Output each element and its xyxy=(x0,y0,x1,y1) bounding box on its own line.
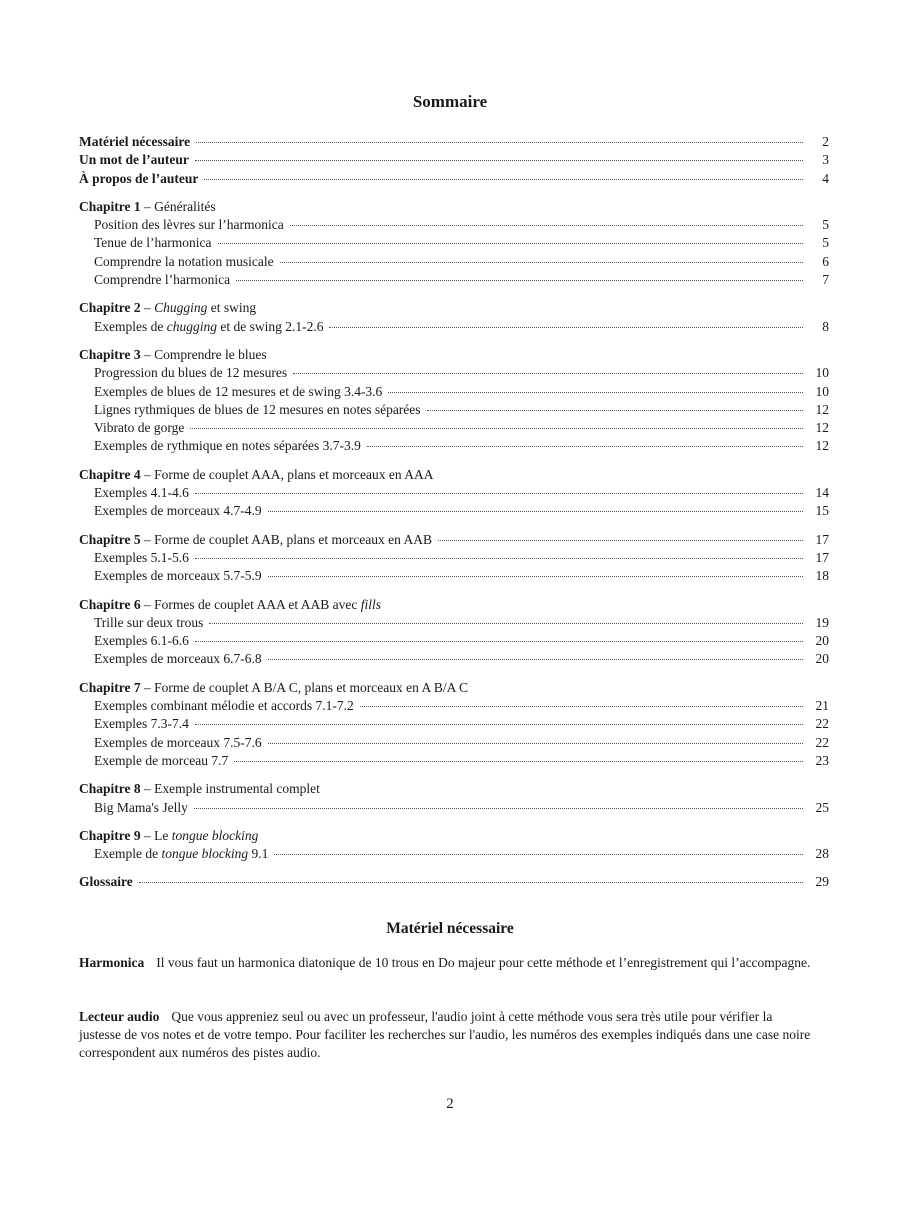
chapter-label: Chapitre 9 xyxy=(79,827,141,843)
toc-entry-text xyxy=(94,271,230,289)
toc-entry-title: et de swing 2.1-2.6 xyxy=(216,318,324,334)
dot-leader xyxy=(329,327,803,328)
toc-group xyxy=(79,596,829,669)
toc-group xyxy=(79,346,829,456)
chapter-title: et swing xyxy=(207,300,257,316)
dot-leader xyxy=(438,540,803,541)
toc-page-number: 20 xyxy=(815,651,829,667)
table-of-contents xyxy=(79,133,829,902)
dot-leader xyxy=(209,623,803,624)
toc-entry-text xyxy=(94,650,262,668)
dot-leader xyxy=(218,243,804,244)
paragraph-text: Il vous faut un harmonica diatonique de 10 trous en Do majeur pour cette méthode et l’enregistrement qui l’accompagne. xyxy=(156,955,811,970)
toc-entry xyxy=(79,715,829,733)
toc-entry-title: Comprendre l’harmonica xyxy=(94,272,231,288)
chapter-heading xyxy=(79,299,829,317)
toc-entry xyxy=(79,364,829,382)
chapter-label: Chapitre 2 xyxy=(79,300,141,316)
chapter-label: Chapitre 6 xyxy=(79,596,141,612)
dot-leader xyxy=(195,641,803,642)
paragraph-label: Lecteur audio xyxy=(79,1009,160,1024)
chapter-title: Généralités xyxy=(154,198,216,214)
toc-group xyxy=(79,679,829,770)
chapter-title: Forme de couplet AAB, plans et morceaux en AAB xyxy=(154,531,432,547)
toc-entry xyxy=(79,531,829,549)
dot-leader xyxy=(195,493,803,494)
toc-entry-title: Trille sur deux trous xyxy=(94,614,204,630)
toc-entry-title: Matériel nécessaire xyxy=(79,134,191,149)
toc-entry-title-italic: tongue blocking xyxy=(161,846,249,862)
toc-entry xyxy=(79,151,829,169)
toc-entry xyxy=(79,437,829,455)
dot-leader xyxy=(360,706,803,707)
toc-entry-title: Exemples de morceaux 6.7-6.8 xyxy=(94,651,262,667)
toc-page-number: 22 xyxy=(815,716,829,732)
toc-entry xyxy=(79,650,829,668)
paragraph-audio-player xyxy=(79,1008,814,1062)
dot-leader xyxy=(388,392,803,393)
chapter-dash: – xyxy=(140,827,155,843)
toc-entry-title: Exemples 5.1-5.6 xyxy=(94,549,189,565)
chapter-heading xyxy=(79,346,829,364)
toc-entry-text xyxy=(94,632,189,650)
toc-entry xyxy=(79,484,829,502)
toc-entry-title: 9.1 xyxy=(248,846,269,862)
toc-entry-text xyxy=(79,873,133,891)
toc-entry-text xyxy=(94,216,284,234)
chapter-dash: – xyxy=(140,300,155,316)
toc-page-number: 10 xyxy=(815,383,829,399)
chapter-title: Exemple instrumental complet xyxy=(154,781,320,797)
dot-leader xyxy=(268,576,803,577)
toc-entry-text xyxy=(94,799,188,817)
toc-page-number: 28 xyxy=(815,846,829,862)
toc-entry xyxy=(79,271,829,289)
chapter-label: Chapitre 7 xyxy=(79,679,141,695)
paragraph-harmonica xyxy=(79,954,814,972)
chapter-heading xyxy=(79,679,829,697)
toc-entry-text xyxy=(79,531,432,549)
toc-entry-title: Exemples 4.1-4.6 xyxy=(94,485,189,501)
dot-leader xyxy=(195,160,803,161)
toc-entry xyxy=(79,567,829,585)
toc-entry-title: Exemples de morceaux 7.5-7.6 xyxy=(94,734,262,750)
toc-entry-title: Exemples de morceaux 4.7-4.9 xyxy=(94,503,262,519)
dot-leader xyxy=(194,808,803,809)
toc-page-number: 8 xyxy=(822,318,829,334)
toc-page-number: 10 xyxy=(815,365,829,381)
chapter-label: Chapitre 4 xyxy=(79,466,141,482)
dot-leader xyxy=(139,882,803,883)
toc-entry xyxy=(79,799,829,817)
toc-entry xyxy=(79,734,829,752)
dot-leader xyxy=(427,410,803,411)
toc-entry xyxy=(79,133,829,151)
toc-entry-text xyxy=(94,364,287,382)
toc-entry xyxy=(79,216,829,234)
toc-entry-title: Exemples de rythmique en notes séparées 3.7-3.9 xyxy=(94,438,361,454)
toc-entry-text xyxy=(94,419,184,437)
toc-entry-title: Big Mama's Jelly xyxy=(94,799,188,815)
dot-leader xyxy=(290,225,803,226)
dot-leader xyxy=(190,428,803,429)
toc-entry xyxy=(79,383,829,401)
toc-entry-title: Exemples de blues de 12 mesures et de swing 3.4-3.6 xyxy=(94,383,383,399)
dot-leader xyxy=(280,262,803,263)
toc-page-number: 18 xyxy=(815,568,829,584)
dot-leader xyxy=(268,659,803,660)
dot-leader xyxy=(195,724,803,725)
chapter-label: Chapitre 5 xyxy=(79,531,141,547)
toc-entry xyxy=(79,318,829,336)
toc-entry-text xyxy=(94,549,189,567)
toc-page-number: 19 xyxy=(815,614,829,630)
chapter-title: Comprendre le blues xyxy=(154,346,267,362)
toc-entry-title: À propos de l’auteur xyxy=(79,170,199,186)
toc-entry xyxy=(79,502,829,520)
toc-group xyxy=(79,531,829,586)
chapter-heading xyxy=(79,827,829,845)
chapter-heading xyxy=(79,596,829,614)
toc-page-number: 15 xyxy=(815,503,829,519)
toc-entry-title: Comprendre la notation musicale xyxy=(94,253,274,269)
toc-entry-title: Exemple de morceau 7.7 xyxy=(94,752,229,768)
page-title: Sommaire xyxy=(412,92,488,111)
chapter-title: Forme de couplet AAA, plans et morceaux en AAA xyxy=(154,466,434,482)
toc-page-number: 17 xyxy=(815,549,829,565)
chapter-title-italic: fills xyxy=(360,596,381,612)
toc-entry-text xyxy=(94,383,382,401)
toc-group xyxy=(79,198,829,289)
toc-entry-text xyxy=(94,234,212,252)
toc-entry xyxy=(79,419,829,437)
toc-entry-title: Vibrato de gorge xyxy=(94,420,185,436)
chapter-title: Formes de couplet AAA et AAB avec xyxy=(154,596,361,612)
dot-leader xyxy=(268,511,803,512)
chapter-dash: – xyxy=(140,781,155,797)
toc-entry xyxy=(79,845,829,863)
chapter-dash: – xyxy=(140,198,155,214)
toc-page-number: 22 xyxy=(815,734,829,750)
toc-page-number: 7 xyxy=(822,272,829,288)
dot-leader xyxy=(268,743,803,744)
dot-leader xyxy=(234,761,803,762)
toc-page-number: 2 xyxy=(822,134,829,149)
toc-page-number: 21 xyxy=(815,698,829,714)
toc-entry xyxy=(79,632,829,650)
toc-entry-text xyxy=(94,752,228,770)
toc-entry-title: Exemples de xyxy=(94,318,167,334)
toc-entry-title: Tenue de l’harmonica xyxy=(94,235,212,251)
toc-page-number: 6 xyxy=(822,253,829,269)
toc-entry-text xyxy=(94,253,274,271)
dot-leader xyxy=(367,446,803,447)
dot-leader xyxy=(195,558,803,559)
toc-entry-title: Un mot de l’auteur xyxy=(79,152,189,168)
dot-leader xyxy=(236,280,803,281)
toc-page-number: 12 xyxy=(815,438,829,454)
toc-entry-title: Exemples de morceaux 5.7-5.9 xyxy=(94,568,262,584)
toc-page-number: 12 xyxy=(815,401,829,417)
toc-page-number: 14 xyxy=(815,485,829,501)
toc-entry xyxy=(79,752,829,770)
paragraph-label: Harmonica xyxy=(79,955,145,970)
paragraph-text: Que vous appreniez seul ou avec un professeur, l'audio joint à cette méthode vous sera très utile pour vérifier la justesse de vos notes et de votre tempo. Pour faciliter les recherches sur l'audio, les numéros des exemples indiqués dans une case noire correspondent aux numéros des pistes audio. xyxy=(79,1009,811,1060)
chapter-title-italic: Chugging xyxy=(154,300,208,316)
toc-entry-text xyxy=(94,734,262,752)
toc-page-number: 12 xyxy=(815,420,829,436)
toc-entry-title: Position des lèvres sur l’harmonica xyxy=(94,217,284,233)
toc-entry-text xyxy=(94,437,361,455)
toc-entry xyxy=(79,614,829,632)
chapter-heading xyxy=(79,466,829,484)
toc-entry-title-italic: chugging xyxy=(166,318,217,334)
toc-page-number: 4 xyxy=(822,170,829,186)
toc-entry-text xyxy=(94,401,421,419)
toc-entry-text xyxy=(79,151,189,169)
toc-page-number: 20 xyxy=(815,633,829,649)
toc-entry-text xyxy=(94,502,262,520)
chapter-label: Chapitre 8 xyxy=(79,781,141,797)
toc-entry-text xyxy=(94,484,189,502)
toc-page-number: 29 xyxy=(815,874,829,890)
page-number: 2 xyxy=(446,1096,454,1112)
toc-entry-title: Exemples 7.3-7.4 xyxy=(94,716,189,732)
toc-page-number: 25 xyxy=(815,799,829,815)
toc-entry-text xyxy=(94,567,262,585)
toc-page-number: 17 xyxy=(815,531,829,547)
toc-entry-title: Glossaire xyxy=(79,874,133,890)
toc-entry xyxy=(79,401,829,419)
toc-group xyxy=(79,466,829,521)
toc-group xyxy=(79,299,829,336)
toc-page-number: 5 xyxy=(822,235,829,251)
chapter-dash: – xyxy=(140,346,155,362)
dot-leader xyxy=(204,179,803,180)
dot-leader xyxy=(196,142,803,143)
chapter-label: Chapitre 3 xyxy=(79,346,141,362)
chapter-title: Forme de couplet A B/A C, plans et morceaux en A B/A C xyxy=(154,679,468,695)
dot-leader xyxy=(293,373,803,374)
toc-entry-text xyxy=(94,845,268,863)
chapter-heading xyxy=(79,780,829,798)
toc-entry-title: Progression du blues de 12 mesures xyxy=(94,365,288,381)
chapter-title-italic: tongue blocking xyxy=(171,827,259,843)
chapter-dash: – xyxy=(140,466,155,482)
dot-leader xyxy=(274,854,803,855)
toc-entry xyxy=(79,170,829,188)
toc-entry xyxy=(79,253,829,271)
toc-entry-text xyxy=(94,697,354,715)
chapter-label: Chapitre 1 xyxy=(79,198,141,214)
toc-entry-text xyxy=(94,614,203,632)
toc-entry-title: Exemple de xyxy=(94,846,162,862)
toc-page-number: 3 xyxy=(822,152,829,168)
toc-entry xyxy=(79,549,829,567)
chapter-dash: – xyxy=(140,679,155,695)
toc-page-number: 23 xyxy=(815,752,829,768)
toc-group xyxy=(79,873,829,891)
toc-entry-title: Exemples 6.1-6.6 xyxy=(94,633,189,649)
toc-entry-title: Exemples combinant mélodie et accords 7.1-7.2 xyxy=(94,698,354,714)
section-title: Matériel nécessaire xyxy=(386,920,514,937)
toc-group xyxy=(79,780,829,817)
toc-group xyxy=(79,827,829,864)
chapter-title: Le xyxy=(154,827,172,843)
toc-group xyxy=(79,133,829,188)
chapter-dash: – xyxy=(140,596,155,612)
toc-entry-text xyxy=(94,318,323,336)
chapter-dash: – xyxy=(140,531,155,547)
toc-entry-text xyxy=(94,715,189,733)
toc-entry xyxy=(79,234,829,252)
toc-entry xyxy=(79,873,829,891)
toc-entry-text xyxy=(79,133,190,151)
toc-page-number: 5 xyxy=(822,217,829,233)
toc-entry-title: Lignes rythmiques de blues de 12 mesures en notes séparées xyxy=(94,401,421,417)
chapter-heading xyxy=(79,198,829,216)
toc-entry xyxy=(79,697,829,715)
toc-entry-text xyxy=(79,170,198,188)
